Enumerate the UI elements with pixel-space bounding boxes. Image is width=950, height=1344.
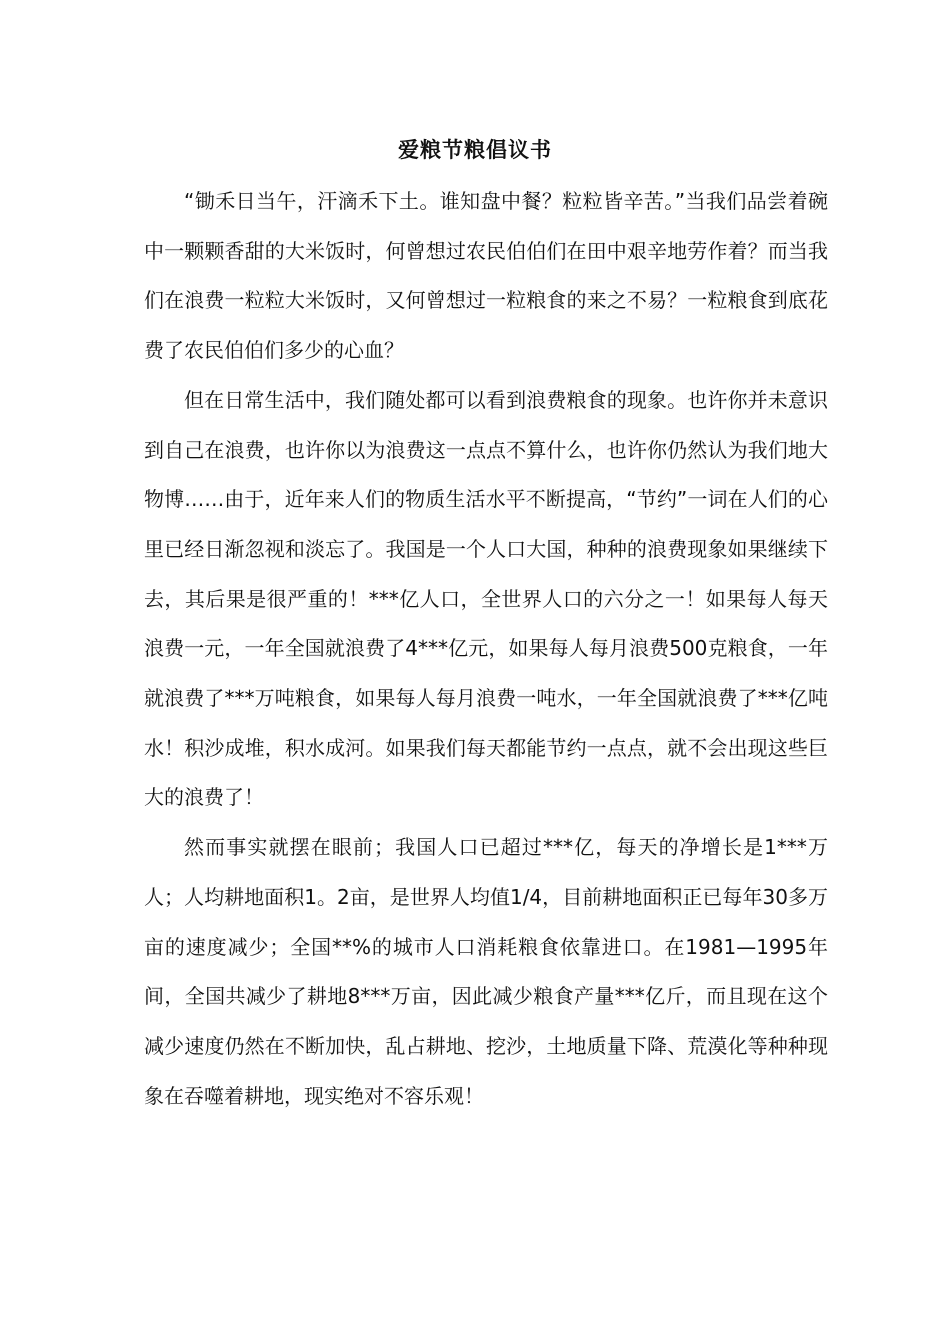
- paragraph-1: “锄禾日当午，汗滴禾下土。谁知盘中餐？粒粒皆辛苦。”当我们品尝着碗中一颗颗香甜的大米饭时，何曾想过农民伯伯们在田中艰辛地劳作着？而当我们在浪费一粒粒大米饭时，又何曾想过一粒粮食的来之不易？一粒粮食到底花费了农民伯伯们多少的心血？: [144, 189, 828, 363]
- document-body: [144, 177, 828, 1121]
- paragraph-2: 但在日常生活中，我们随处都可以看到浪费粮食的现象。也许你并未意识到自己在浪费，也许你以为浪费这一点点不算什么，也许你仍然认为我们地大物博……由于，近年来人们的物质生活水平不断提高，“节约”一词在人们的心里已经日渐忽视和淡忘了。我国是一个人口大国，种种的浪费现象如果继续下去，其后果是很严重的！***亿人口，全世界人口的六分之一！如果每人每天浪费一元，一年全国就浪费了4***亿元，如果每人每月浪费500克粮食，一年就浪费了***万吨粮食，如果每人每月浪费一吨水，一年全国就浪费了***亿吨水！积沙成堆，积水成河。如果我们每天都能节约一点点，就不会出现这些巨大的浪费了！: [144, 387, 828, 810]
- document-title: 爱粮节粮倡议书: [398, 138, 552, 162]
- paragraph-3: 然而事实就摆在眼前；我国人口已超过***亿，每天的净增长是1***万人；人均耕地面积1。2亩，是世界人均值1/4，目前耕地面积正已每年30多万亩的速度减少；全国**%的城市人口消耗粮食依靠进口。在1981—1995年间，全国共减少了耕地8***万亩，因此减少粮食产量***亿斤，而且现在这个减少速度仍然在不断加快，乱占耕地、挖沙，土地质量下降、荒漠化等种种现象在吞噬着耕地，现实绝对不容乐观！: [144, 835, 828, 1108]
